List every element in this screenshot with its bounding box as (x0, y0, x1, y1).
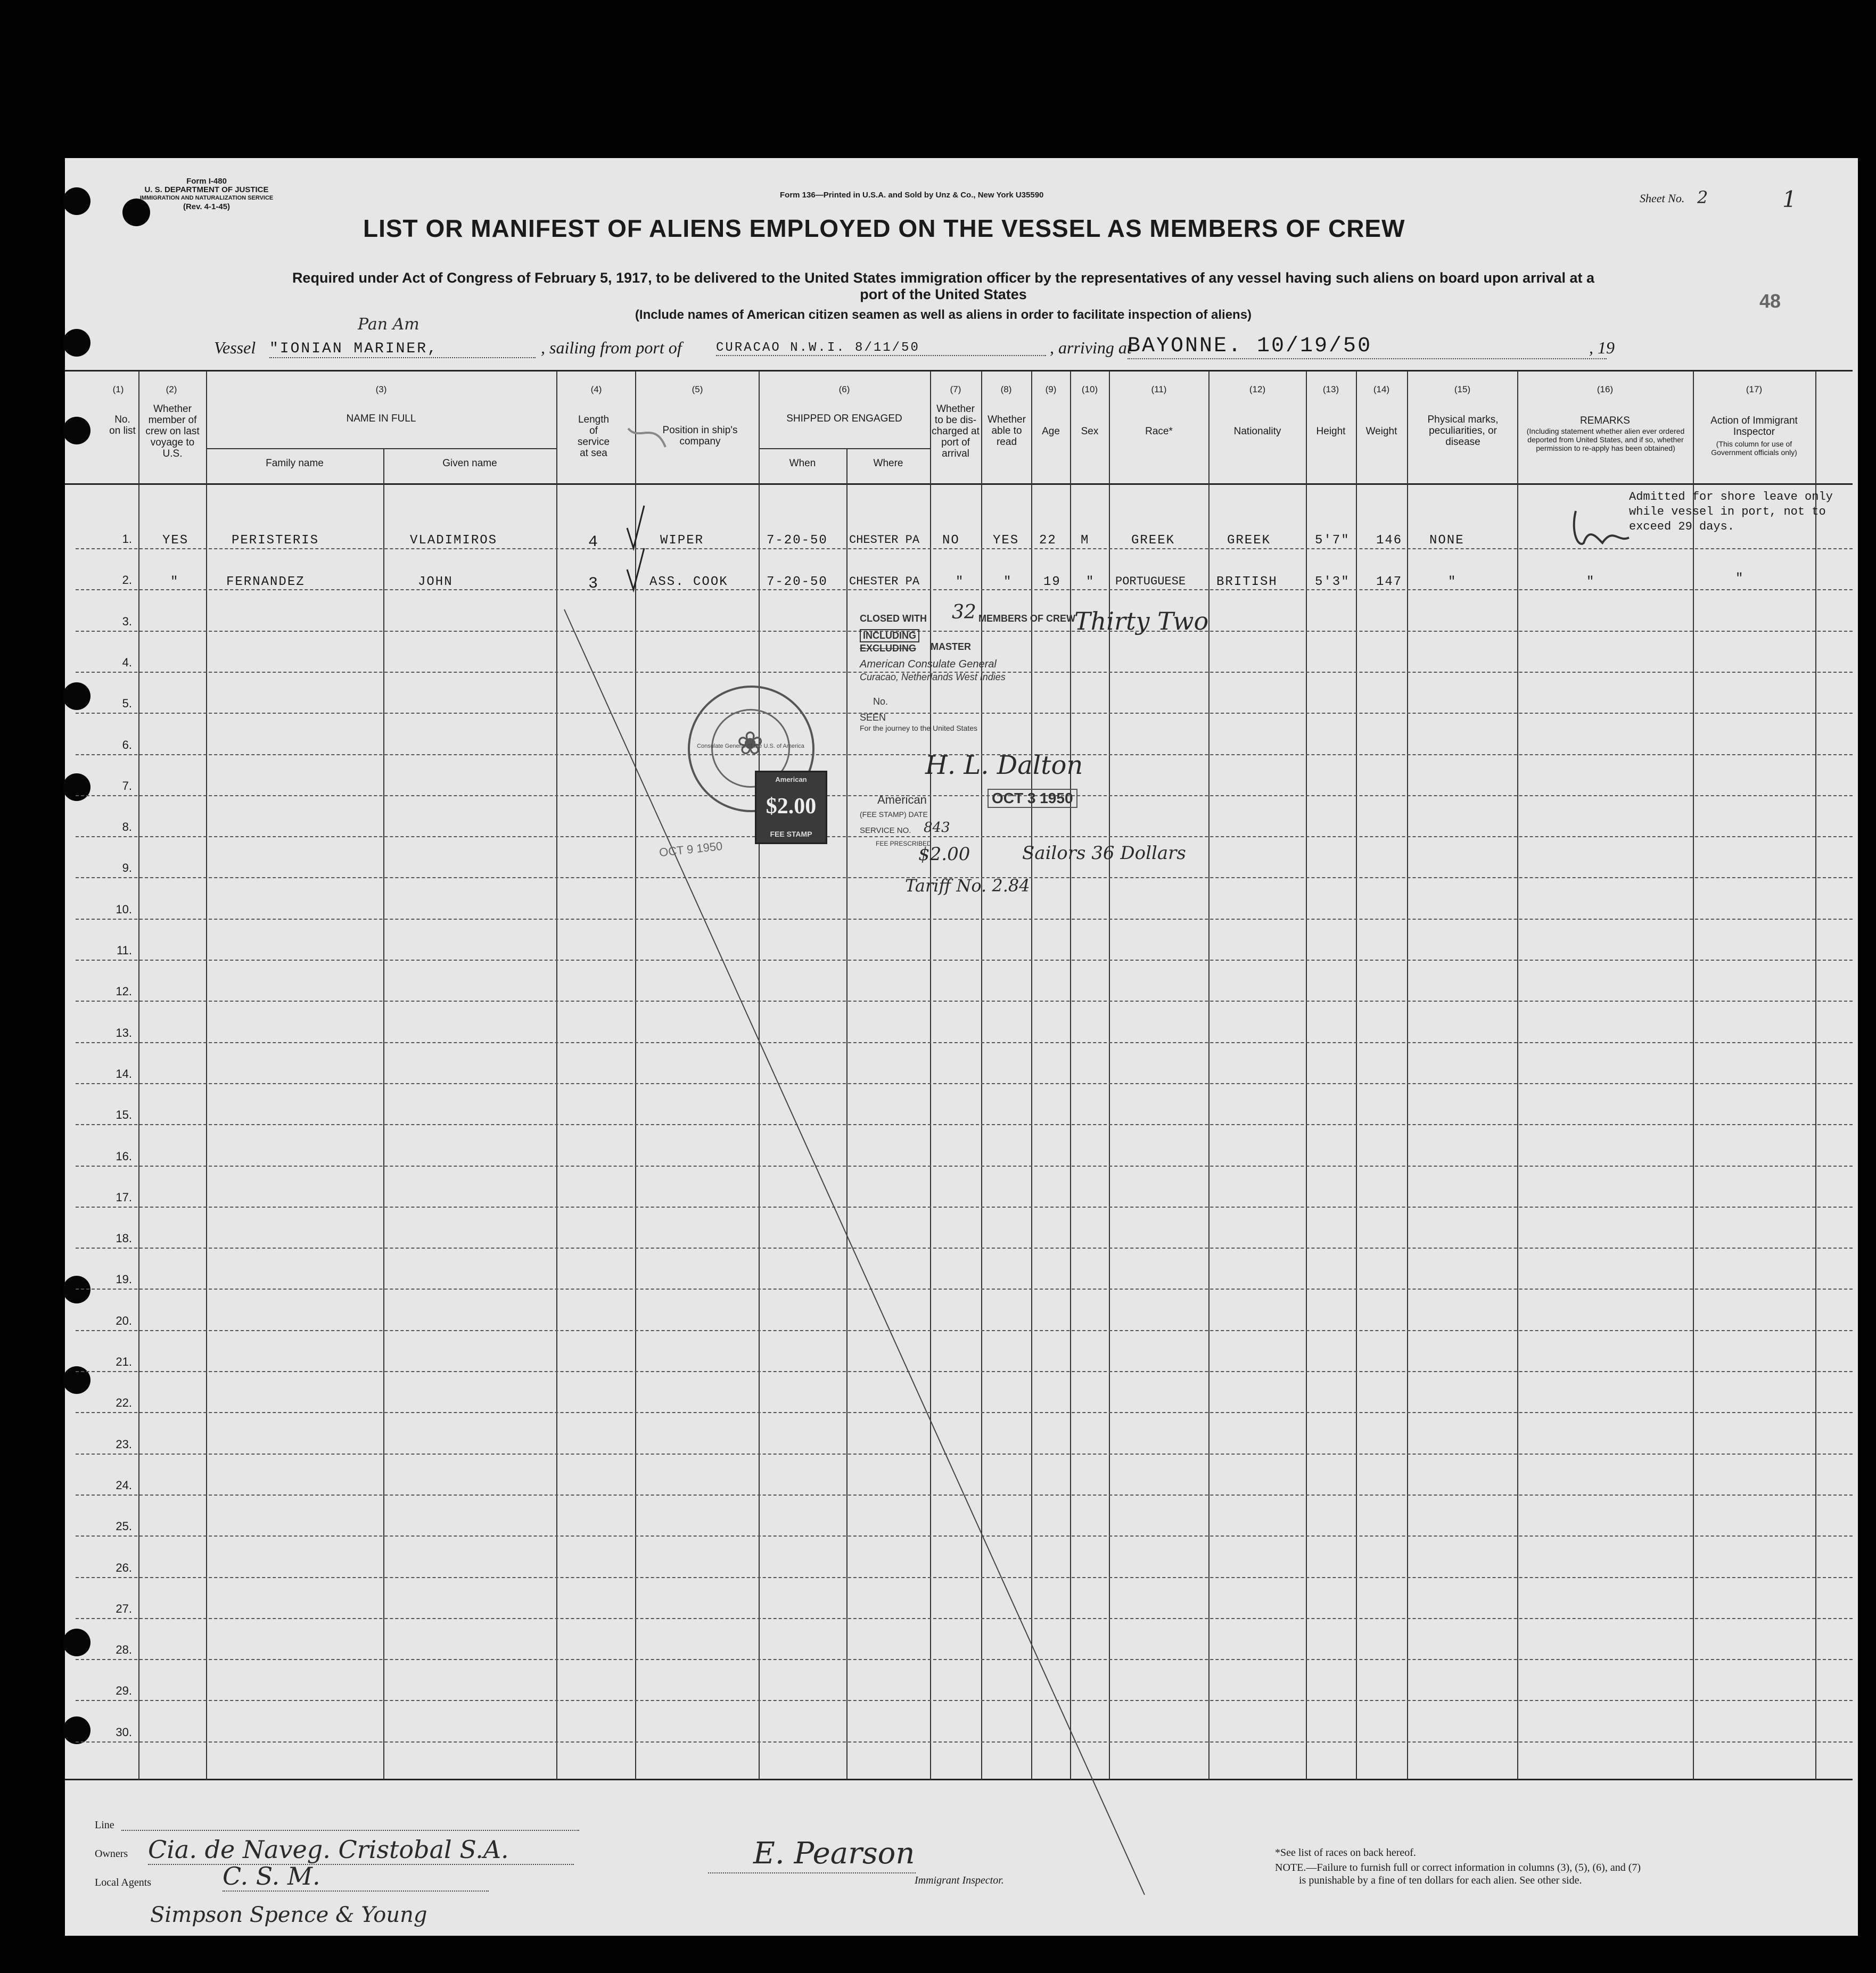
tariff-no: Tariff No. 2.84 (905, 876, 1030, 896)
header-height: Height (1316, 426, 1346, 437)
col-num: (6) (838, 384, 850, 394)
row-number: 7. (122, 779, 132, 792)
row-number: 5. (122, 697, 132, 710)
row2-read: " (1003, 575, 1013, 589)
row2-given-name: JOHN (418, 575, 453, 589)
row-number: 10. (116, 903, 132, 916)
seal-eagle-icon: ❀ (737, 726, 764, 761)
footer-line-label: Line (95, 1819, 114, 1831)
header-name-in-full: NAME IN FULL (346, 413, 416, 424)
row2-where: CHESTER PA (849, 575, 920, 588)
header-weight: Weight (1365, 426, 1397, 437)
row1-where: CHESTER PA (849, 533, 920, 547)
header-age: Age (1042, 426, 1060, 437)
col-num: (5) (692, 384, 703, 394)
stamp-date: OCT 3 1950 (988, 789, 1077, 808)
col-num: (17) (1746, 384, 1763, 394)
row-number: 30. (116, 1726, 132, 1739)
row-number: 21. (116, 1355, 132, 1368)
row2-family-name: FERNANDEZ (226, 575, 305, 589)
sailors-note: Sailors 36 Dollars (1022, 843, 1186, 864)
vessel-name: "IONIAN MARINER, (269, 341, 536, 358)
row-number: 29. (116, 1684, 132, 1697)
department: U. S. DEPARTMENT OF JUSTICE (144, 185, 269, 194)
row-number: 15. (116, 1108, 132, 1121)
footer-owners-label: Owners (95, 1848, 128, 1860)
footer-penalty-note-2: is punishable by a fine of ten dollars for each alien. See other side. (1299, 1875, 1582, 1886)
revision: (Rev. 4-1-45) (183, 202, 231, 211)
sheet-handwritten: 1 (1782, 186, 1797, 212)
manifest-title: LIST OR MANIFEST OF ALIENS EMPLOYED ON THE VESSEL AS MEMBERS OF CREW (363, 214, 1405, 242)
header-sex: Sex (1081, 426, 1099, 437)
header-shipped-engaged: SHIPPED OR ENGAGED (786, 413, 902, 424)
header-given-name: Given name (442, 458, 497, 469)
row1-marks: NONE (1429, 533, 1464, 548)
row-number: 2. (122, 573, 132, 587)
row2-nationality: BRITISH (1216, 575, 1278, 589)
stamp-seen: SEEN (860, 712, 886, 723)
row-number: 1. (122, 532, 132, 546)
header-physical-marks: Physical marks, peculiarities, or disease (1427, 414, 1499, 448)
header-discharged: Whether to be dis-charged at port of arrival (932, 403, 980, 459)
header-remarks: REMARKS (1580, 415, 1630, 426)
row1-last-voyage: YES (162, 533, 189, 548)
inspector-signature-rule (708, 1872, 916, 1873)
vessel-annotation: Pan Am (358, 315, 419, 334)
footer-penalty-note: NOTE.—Failure to furnish full or correct information in columns (3), (5), (6), and (7) (1275, 1862, 1641, 1873)
arriving-label: , arriving at (1050, 338, 1132, 357)
row1-when: 7-20-50 (767, 533, 828, 548)
row-number: 13. (116, 1026, 132, 1039)
row-number: 9. (122, 861, 132, 874)
header-length-service: Length of service at sea (577, 414, 610, 459)
row-number: 14. (116, 1067, 132, 1080)
stamp-fee-prescribed: FEE PRESCRIBED (876, 840, 932, 847)
sheet-label: Sheet No. (1640, 192, 1685, 205)
row-number: 17. (116, 1191, 132, 1204)
stamp-service-no-label: SERVICE NO. (860, 826, 911, 835)
printer-line: Form 136—Printed in U.S.A. and Sold by Unz & Co., New York U35590 (780, 191, 1044, 200)
header-when: When (789, 458, 816, 469)
stamp-fee-date: (FEE STAMP) DATE (860, 810, 928, 819)
sailing-port: CURACAO N.W.I. 8/11/50 (716, 341, 1046, 356)
row2-sex: " (1086, 575, 1095, 589)
row-number: 22. (116, 1396, 132, 1409)
row1-discharged: NO (942, 533, 960, 548)
col-num: (7) (950, 384, 961, 394)
row1-nationality: GREEK (1227, 533, 1271, 548)
fee-stamp-american: American (775, 775, 807, 783)
stamp-including: INCLUDING (860, 629, 919, 642)
stamp-members-of-crew: MEMBERS OF CREW (978, 613, 1075, 624)
sheet-number: 2 (1697, 187, 1708, 208)
year-label: , 19 (1589, 338, 1615, 357)
col-num: (8) (1000, 384, 1012, 394)
row2-remarks-ditto: " (1586, 575, 1595, 589)
row2-race: PORTUGUESE (1115, 575, 1186, 588)
header-able-to-read: Whether able to read (988, 414, 1026, 448)
seal-text: Consulate General of the U.S. of America (697, 743, 804, 749)
row-number: 12. (116, 985, 132, 998)
stamp-closed-count: 32 (952, 601, 976, 623)
footer-agents-label: Local Agents (95, 1877, 152, 1888)
row1-family-name: PERISTERIS (232, 533, 319, 548)
col-num: (13) (1322, 384, 1339, 394)
row1-weight: 146 (1376, 533, 1403, 548)
row-number: 18. (116, 1232, 132, 1245)
col-num: (15) (1454, 384, 1471, 394)
row-number: 26. (116, 1561, 132, 1574)
inspector-signature: E. Pearson (753, 1836, 915, 1871)
row2-service: 3 (588, 575, 599, 593)
row-number: 8. (122, 820, 132, 833)
col-num: (3) (375, 384, 387, 394)
header-family-name: Family name (266, 458, 324, 469)
row1-position: WIPER (660, 533, 704, 548)
stamp-excluding: EXCLUDING (860, 643, 917, 654)
row-number: 20. (116, 1314, 132, 1327)
row2-position: ASS. COOK (649, 575, 728, 589)
inspector-initials (1574, 511, 1629, 544)
stamp-journey: For the journey to the United States (860, 724, 978, 732)
stamp-consulate: American Consulate General (860, 658, 997, 670)
footer-races-note: *See list of races on back hereof. (1275, 1847, 1416, 1859)
row-number: 4. (122, 656, 132, 669)
row-number: 19. (116, 1273, 132, 1286)
row2-marks: " (1448, 575, 1457, 589)
sailing-label: , sailing from port of (541, 338, 682, 357)
col-num: (4) (590, 384, 602, 394)
stamp-dated: OCT 9 1950 (658, 839, 723, 860)
row2-height: 5'3" (1315, 575, 1350, 589)
row2-last-voyage: " (170, 575, 179, 589)
row-number: 3. (122, 615, 132, 628)
row-number: 27. (116, 1602, 132, 1615)
header-action-note: (This column for use of Government officials only) (1711, 440, 1797, 457)
row1-service: 4 (588, 533, 599, 551)
header-position: Position in ship's company (662, 425, 738, 447)
form-number: Form I-480 (186, 177, 227, 186)
row1-inspector-action: Admitted for shore leave only while vessel in port, not to exceed 29 days. (1629, 490, 1833, 533)
footer-agents-signature: Simpson Spence & Young (150, 1903, 427, 1927)
row2-inspector-ditto: " (1735, 572, 1745, 586)
stamp-american: American (877, 793, 927, 806)
row1-sex: M (1081, 533, 1090, 548)
stamp-master: MASTER (931, 641, 971, 652)
page-number: 48 (1759, 290, 1781, 312)
footer-owners-value: Cia. de Naveg. Cristobal S.A. (148, 1835, 574, 1865)
col-num: (10) (1081, 384, 1098, 394)
col-num: (16) (1597, 384, 1614, 394)
header-race: Race* (1145, 426, 1173, 437)
fee-stamp-value: $2.00 (766, 794, 817, 819)
subtitle-port: port of the United States (860, 286, 1027, 302)
row2-age: 19 (1043, 575, 1061, 589)
footer-agents-value: C. S. M. (223, 1862, 489, 1892)
header-no-on-list: No. on list (109, 414, 136, 436)
subtitle-include: (Include names of American citizen seamen as well as aliens in order to facilitate inspection of aliens) (635, 308, 1252, 322)
stamp-closed-with: CLOSED WITH (860, 613, 927, 624)
row2-discharged: " (956, 575, 965, 589)
stamp-no: No. (873, 696, 888, 707)
check-mark (627, 548, 644, 590)
header-nationality: Nationality (1233, 426, 1281, 437)
row1-height: 5'7" (1315, 533, 1350, 548)
col-num: (12) (1249, 384, 1266, 394)
header-last-voyage: Whether member of crew on last voyage to U.S. (145, 403, 200, 459)
row-number: 28. (116, 1643, 132, 1656)
row-number: 16. (116, 1150, 132, 1163)
service-name: IMMIGRATION AND NATURALIZATION SERVICE (139, 195, 274, 201)
row-number: 24. (116, 1479, 132, 1492)
consul-signature: H. L. Dalton (925, 750, 1083, 780)
vessel-label: Vessel (214, 338, 256, 357)
header-remarks-note: (Including statement whether alien ever ordered deported from United States, and if so, whether permission to re-apply has been obtained) (1526, 427, 1685, 452)
col-num: (1) (112, 384, 124, 394)
stamp-consulate-place: Curacao, Netherlands West Indies (860, 672, 1006, 682)
arriving-port: BAYONNE. 10/19/50 (1128, 334, 1607, 359)
row-number: 25. (116, 1520, 132, 1533)
row1-age: 22 (1039, 533, 1057, 548)
col-num: (9) (1045, 384, 1057, 394)
fee-stamp (755, 771, 827, 844)
fee-amount: $2.00 (918, 844, 970, 865)
inspector-label: Immigrant Inspector. (915, 1875, 1004, 1886)
col-num: (11) (1151, 384, 1167, 394)
footer-line-rule (121, 1830, 579, 1831)
row-number: 23. (116, 1438, 132, 1451)
row1-given-name: VLADIMIROS (410, 533, 498, 548)
service-no-value: 843 (924, 820, 950, 836)
col-num: (2) (166, 384, 177, 394)
row1-read: YES (993, 533, 1019, 548)
handwritten-thirty-two: Thirty Two (1074, 607, 1209, 635)
row2-when: 7-20-50 (767, 575, 828, 589)
fee-stamp-label: FEE STAMP (770, 830, 812, 838)
row-number: 11. (117, 944, 132, 957)
col-num: (14) (1373, 384, 1390, 394)
subtitle-act: Required under Act of Congress of February 5, 1917, to be delivered to the United States immigration officer by the representatives of any vessel having such aliens on board upon arrival at a (292, 270, 1595, 286)
scribble (628, 428, 665, 447)
row-number: 6. (122, 738, 132, 752)
check-mark (627, 506, 644, 548)
row2-weight: 147 (1376, 575, 1403, 589)
header-where: Where (873, 458, 903, 469)
header-action-inspector: Action of Immigrant Inspector (1710, 415, 1798, 437)
row1-race: GREEK (1131, 533, 1175, 548)
